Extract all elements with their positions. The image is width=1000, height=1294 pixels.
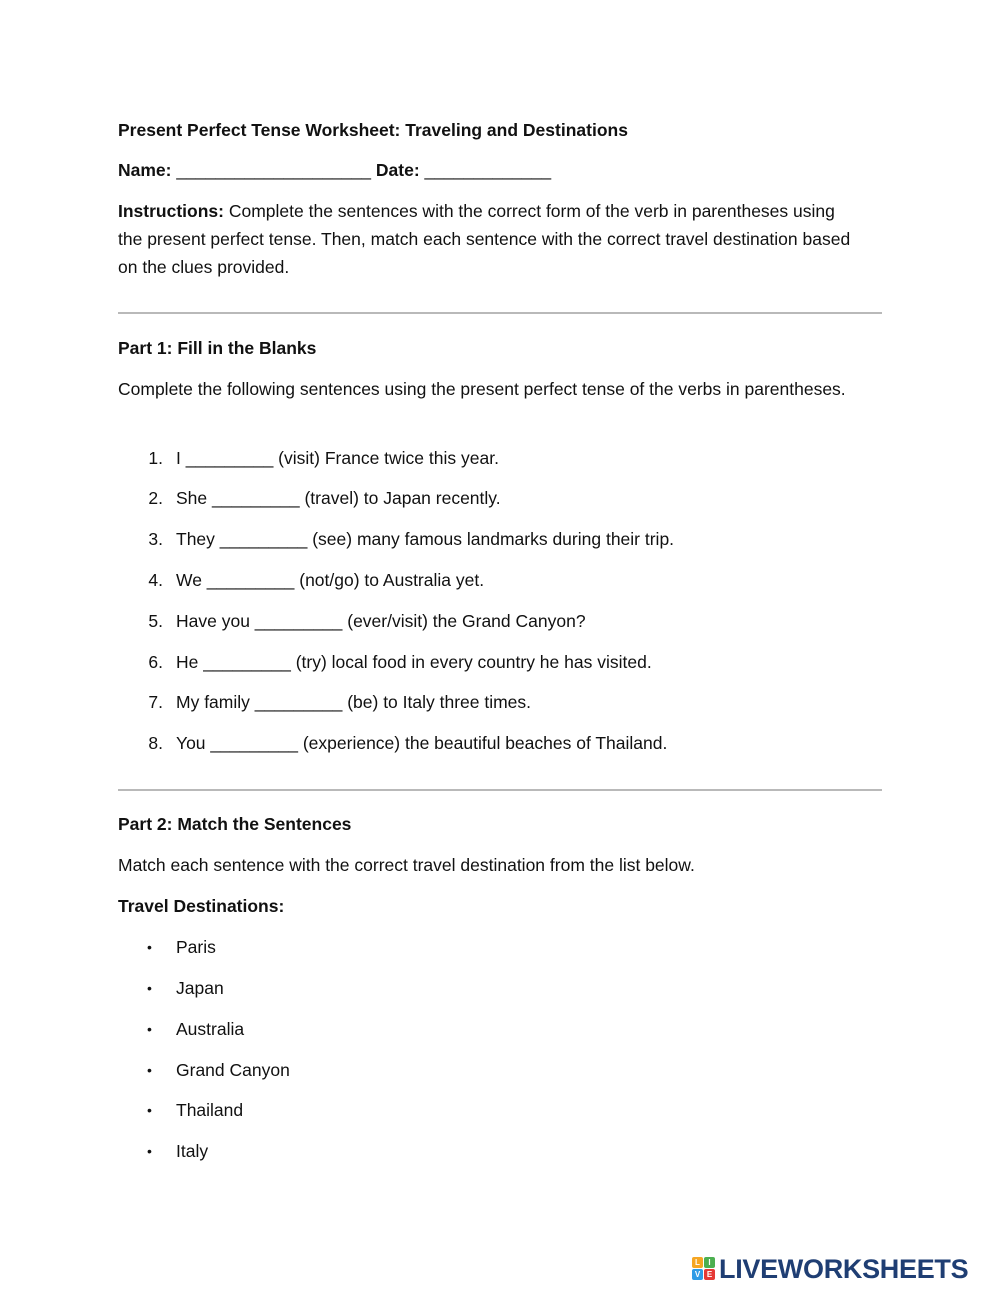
- logo-block: E: [704, 1269, 715, 1280]
- item-text: I _________ (visit) France twice this year.: [176, 448, 499, 468]
- bullet-icon: •: [147, 1102, 152, 1118]
- item-text: Have you _________ (ever/visit) the Grand Canyon?: [176, 611, 586, 631]
- liveworksheets-logo: [692, 1253, 988, 1285]
- name-label: Name:: [118, 160, 172, 180]
- instructions-paragraph: [118, 197, 858, 281]
- instructions-label: Instructions:: [118, 201, 224, 221]
- item-text: They _________ (see) many famous landmarks during their trip.: [176, 529, 675, 549]
- bullet-icon: •: [147, 980, 152, 996]
- worksheet-title: Present Perfect Tense Worksheet: Traveling and Destinations: [118, 120, 628, 140]
- destination-text: Grand Canyon: [176, 1060, 290, 1080]
- list-item: [118, 444, 499, 472]
- destination-text: Thailand: [176, 1100, 244, 1120]
- bullet-icon: •: [147, 1062, 152, 1078]
- list-item: [118, 688, 532, 716]
- part2-description: Match each sentence with the correct travel destination from the list below.: [118, 855, 695, 875]
- item-number: 7.: [148, 692, 163, 712]
- item-number: 1.: [148, 448, 163, 468]
- section-divider: [118, 312, 882, 314]
- bullet-icon: •: [147, 1143, 152, 1159]
- part1-heading: Part 1: Fill in the Blanks: [118, 338, 317, 358]
- list-item: [118, 607, 586, 635]
- destination-text: Japan: [176, 978, 224, 998]
- item-number: 3.: [148, 529, 163, 549]
- list-item: [118, 525, 675, 553]
- item-number: 2.: [148, 488, 163, 508]
- logo-block: I: [704, 1257, 715, 1268]
- part2-heading: Part 2: Match the Sentences: [118, 814, 352, 834]
- part1-description: Complete the following sentences using the present perfect tense of the verbs in parentheses.: [118, 379, 846, 399]
- item-text: My family _________ (be) to Italy three times.: [176, 692, 532, 712]
- logo-blocks-icon: [692, 1257, 716, 1281]
- destination-text: Paris: [176, 937, 216, 957]
- item-number: 4.: [148, 570, 163, 590]
- item-number: 8.: [148, 733, 163, 753]
- item-number: 5.: [148, 611, 163, 631]
- date-label: Date:: [375, 160, 420, 180]
- bullet-icon: •: [147, 939, 152, 955]
- logo-block: V: [692, 1269, 703, 1280]
- item-text: He _________ (try) local food in every country he has visited.: [176, 652, 652, 672]
- list-item: [118, 566, 485, 594]
- name-blank: ____________________: [176, 160, 372, 180]
- destination-text: Italy: [176, 1141, 209, 1161]
- destination-text: Australia: [176, 1019, 245, 1039]
- item-text: She _________ (travel) to Japan recently.: [176, 488, 501, 508]
- list-item: [118, 648, 652, 676]
- instructions-text: Complete the sentences with the correct form of the verb in parentheses using the present perfect tense. Then, match each sentence with the correct travel destination based on the clues provided.: [118, 201, 851, 277]
- item-number: 6.: [148, 652, 163, 672]
- logo-block: L: [692, 1257, 703, 1268]
- bullet-icon: •: [147, 1021, 152, 1037]
- logo-text: LIVEWORKSHEETS: [719, 1254, 969, 1284]
- list-item: [118, 729, 668, 757]
- list-item: [118, 484, 501, 512]
- name-date-row: [118, 156, 551, 184]
- item-text: You _________ (experience) the beautiful beaches of Thailand.: [176, 733, 668, 753]
- date-blank: _____________: [424, 160, 552, 180]
- destinations-label: Travel Destinations:: [118, 896, 285, 916]
- section-divider: [118, 789, 882, 791]
- item-text: We _________ (not/go) to Australia yet.: [176, 570, 485, 590]
